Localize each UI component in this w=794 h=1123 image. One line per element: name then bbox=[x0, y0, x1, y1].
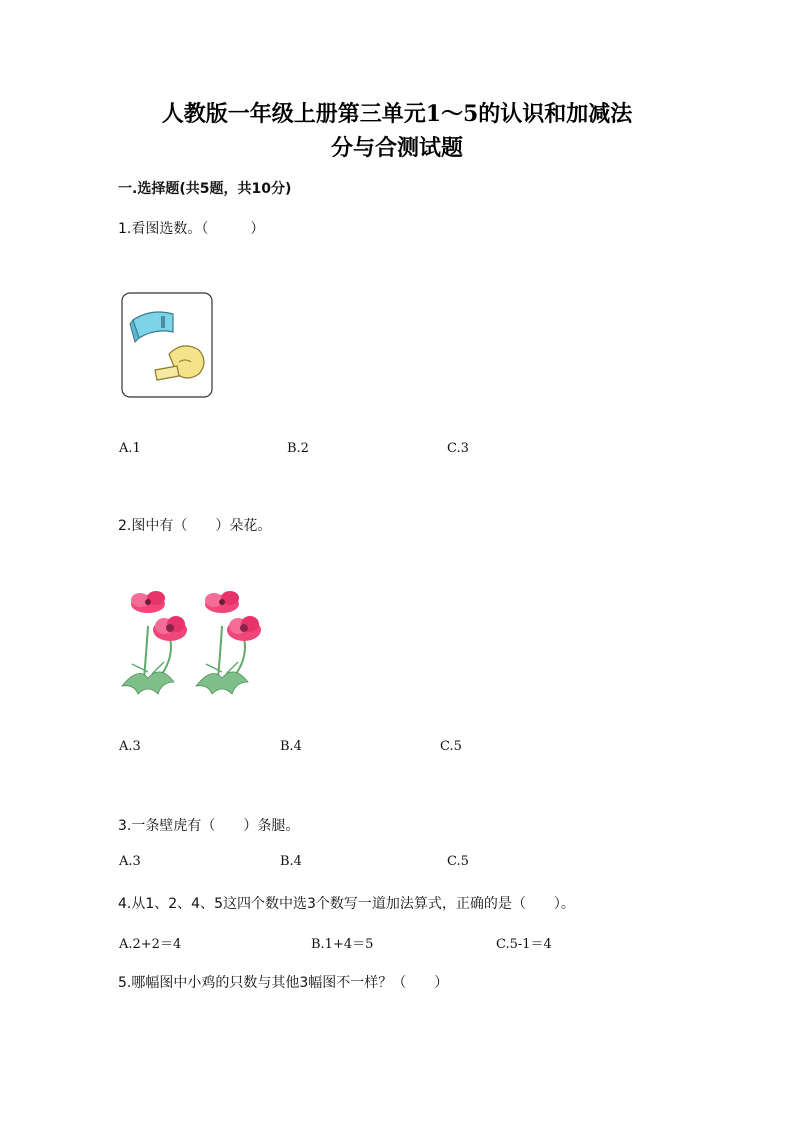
flower-icon bbox=[196, 591, 261, 694]
q4-option-a[interactable]: A.2+2＝4 bbox=[119, 937, 182, 952]
q1-option-b[interactable]: B.2 bbox=[287, 441, 309, 456]
q2-option-a[interactable]: A.3 bbox=[119, 739, 141, 754]
question-5: 5.哪幅图中小鸡的只数与其他3幅图不一样？（ ） bbox=[118, 975, 449, 991]
q3-option-c[interactable]: C.5 bbox=[447, 854, 469, 869]
q1-option-c[interactable]: C.3 bbox=[447, 441, 469, 456]
question-2: 2.图中有（ ）朵花。 bbox=[118, 518, 272, 534]
q3-option-b[interactable]: B.4 bbox=[280, 854, 302, 869]
q2-option-b[interactable]: B.4 bbox=[280, 739, 302, 754]
page-title: 人教版一年级上册第三单元1～5的认识和加减法 bbox=[161, 101, 633, 127]
flower-icon bbox=[122, 591, 187, 694]
question-1: 1.看图选数。（ ） bbox=[118, 221, 265, 237]
q4-option-c[interactable]: C.5-1＝4 bbox=[496, 937, 552, 952]
question-2-figure bbox=[118, 586, 268, 704]
question-1-figure bbox=[121, 292, 213, 402]
section-heading: 一.选择题(共5题，共10分) bbox=[118, 181, 292, 197]
question-4: 4.从1、2、4、5这四个数中选3个数写一道加法算式，正确的是（ ）。 bbox=[118, 896, 575, 912]
q1-option-a[interactable]: A.1 bbox=[119, 441, 141, 456]
page-subtitle: 分与合测试题 bbox=[330, 135, 463, 161]
q2-option-c[interactable]: C.5 bbox=[440, 739, 462, 754]
q3-option-a[interactable]: A.3 bbox=[119, 854, 141, 869]
question-3: 3.一条壁虎有（ ）条腿。 bbox=[118, 818, 300, 834]
q4-option-b[interactable]: B.1+4＝5 bbox=[311, 937, 374, 952]
